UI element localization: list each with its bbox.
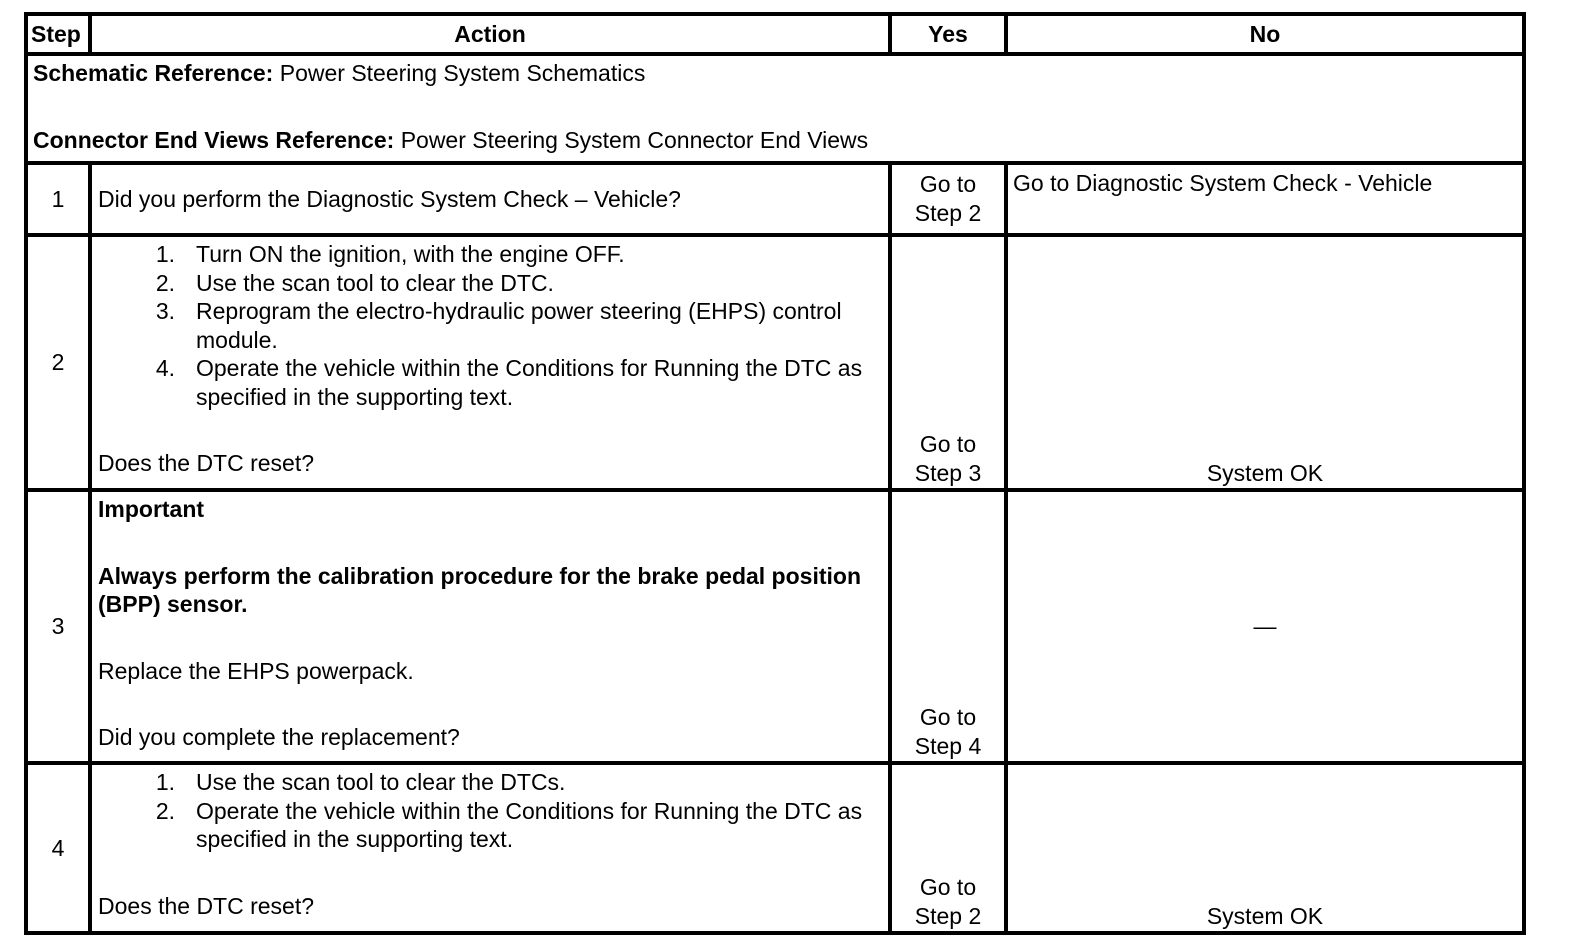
yes-goto-step: Step 3 (914, 459, 982, 486)
no-cell[interactable] (1006, 235, 1524, 490)
schematic-reference-link[interactable]: Power Steering System Schematics (279, 60, 646, 86)
header-action: Action (90, 14, 890, 54)
list-item-number: 1. (155, 241, 175, 267)
schematic-reference-label: Schematic Reference: (33, 60, 274, 86)
list-item-number: 2. (155, 797, 175, 824)
header-row (26, 14, 1524, 54)
connector-reference-link[interactable]: Power Steering System Connector End Views (400, 126, 869, 153)
yes-goto-step: Step 4 (914, 732, 982, 759)
header-step: Step (26, 14, 90, 54)
step-question: Did you complete the replacement? (98, 724, 460, 750)
table-row-step-1 (26, 163, 1524, 235)
step-number: 4 (26, 763, 90, 933)
list-item (98, 797, 882, 854)
list-item (98, 768, 882, 797)
list-item-text: Operate the vehicle within the Conditions for Running the DTC as specified in the supporting text. (196, 355, 863, 410)
yes-cell[interactable] (890, 490, 1006, 763)
no-result: System OK (1206, 902, 1324, 929)
step-question: Did you perform the Diagnostic System Check – Vehicle? (98, 185, 681, 212)
schematic-reference (33, 59, 1522, 88)
table-row-step-4 (26, 763, 1524, 933)
important-text: Always perform the calibration procedure for the brake pedal position (BPP) sensor. (98, 562, 861, 617)
list-item-text: Use the scan tool to clear the DTC. (196, 269, 554, 296)
action-cell (90, 490, 890, 763)
yes-goto-label: Go to (919, 704, 977, 730)
no-cell[interactable] (1006, 763, 1524, 933)
list-item-number: 2. (155, 269, 175, 296)
no-cell (1006, 490, 1524, 763)
list-item-number: 4. (155, 355, 175, 381)
yes-goto-step: Step 2 (914, 902, 982, 929)
reference-row (26, 54, 1524, 163)
action-cell (90, 763, 890, 933)
list-item (98, 269, 882, 298)
yes-goto-step: Step 2 (914, 199, 982, 226)
no-cell[interactable] (1006, 163, 1524, 235)
step-question: Does the DTC reset? (98, 892, 315, 919)
yes-goto-label: Go to (919, 431, 977, 457)
connector-reference-label: Connector End Views Reference: (33, 126, 395, 153)
table-row-step-3 (26, 490, 1524, 763)
procedure-list (98, 240, 882, 411)
list-item-number: 3. (155, 298, 175, 324)
yes-goto-label: Go to (919, 874, 977, 900)
no-result: System OK (1206, 459, 1324, 486)
header-yes: Yes (890, 14, 1006, 54)
table-row-step-2 (26, 235, 1524, 490)
list-item-text: Reprogram the electro-hydraulic power steering (EHPS) control module. (196, 298, 842, 353)
step-number: 2 (26, 235, 90, 490)
header-no: No (1006, 14, 1524, 54)
yes-cell[interactable] (890, 163, 1006, 235)
list-item (98, 297, 882, 354)
no-link-diagnostic-system-check[interactable]: Go to Diagnostic System Check - Vehicle (1013, 170, 1433, 196)
yes-cell[interactable] (890, 235, 1006, 490)
important-title: Important (98, 496, 205, 522)
yes-cell[interactable] (890, 763, 1006, 933)
list-item-text: Use the scan tool to clear the DTCs. (196, 769, 566, 795)
step-question: Does the DTC reset? (98, 450, 315, 476)
yes-goto-label: Go to (919, 171, 977, 197)
connector-reference (33, 126, 1522, 155)
list-item-text: Turn ON the ignition, with the engine OFF. (196, 241, 625, 267)
list-item (98, 354, 882, 411)
list-item (98, 240, 882, 269)
list-item-text: Operate the vehicle within the Conditions for Running the DTC as specified in the supporting text. (196, 797, 863, 852)
step-number: 3 (26, 490, 90, 763)
list-item-number: 1. (155, 769, 175, 795)
action-cell (90, 163, 890, 235)
action-cell (90, 235, 890, 490)
step-number: 1 (26, 163, 90, 235)
no-result-dash: — (1253, 612, 1277, 639)
diagnostic-table (24, 12, 1526, 935)
step-instruction: Replace the EHPS powerpack. (98, 657, 414, 684)
reference-cell (26, 54, 1524, 163)
procedure-list (98, 768, 882, 854)
